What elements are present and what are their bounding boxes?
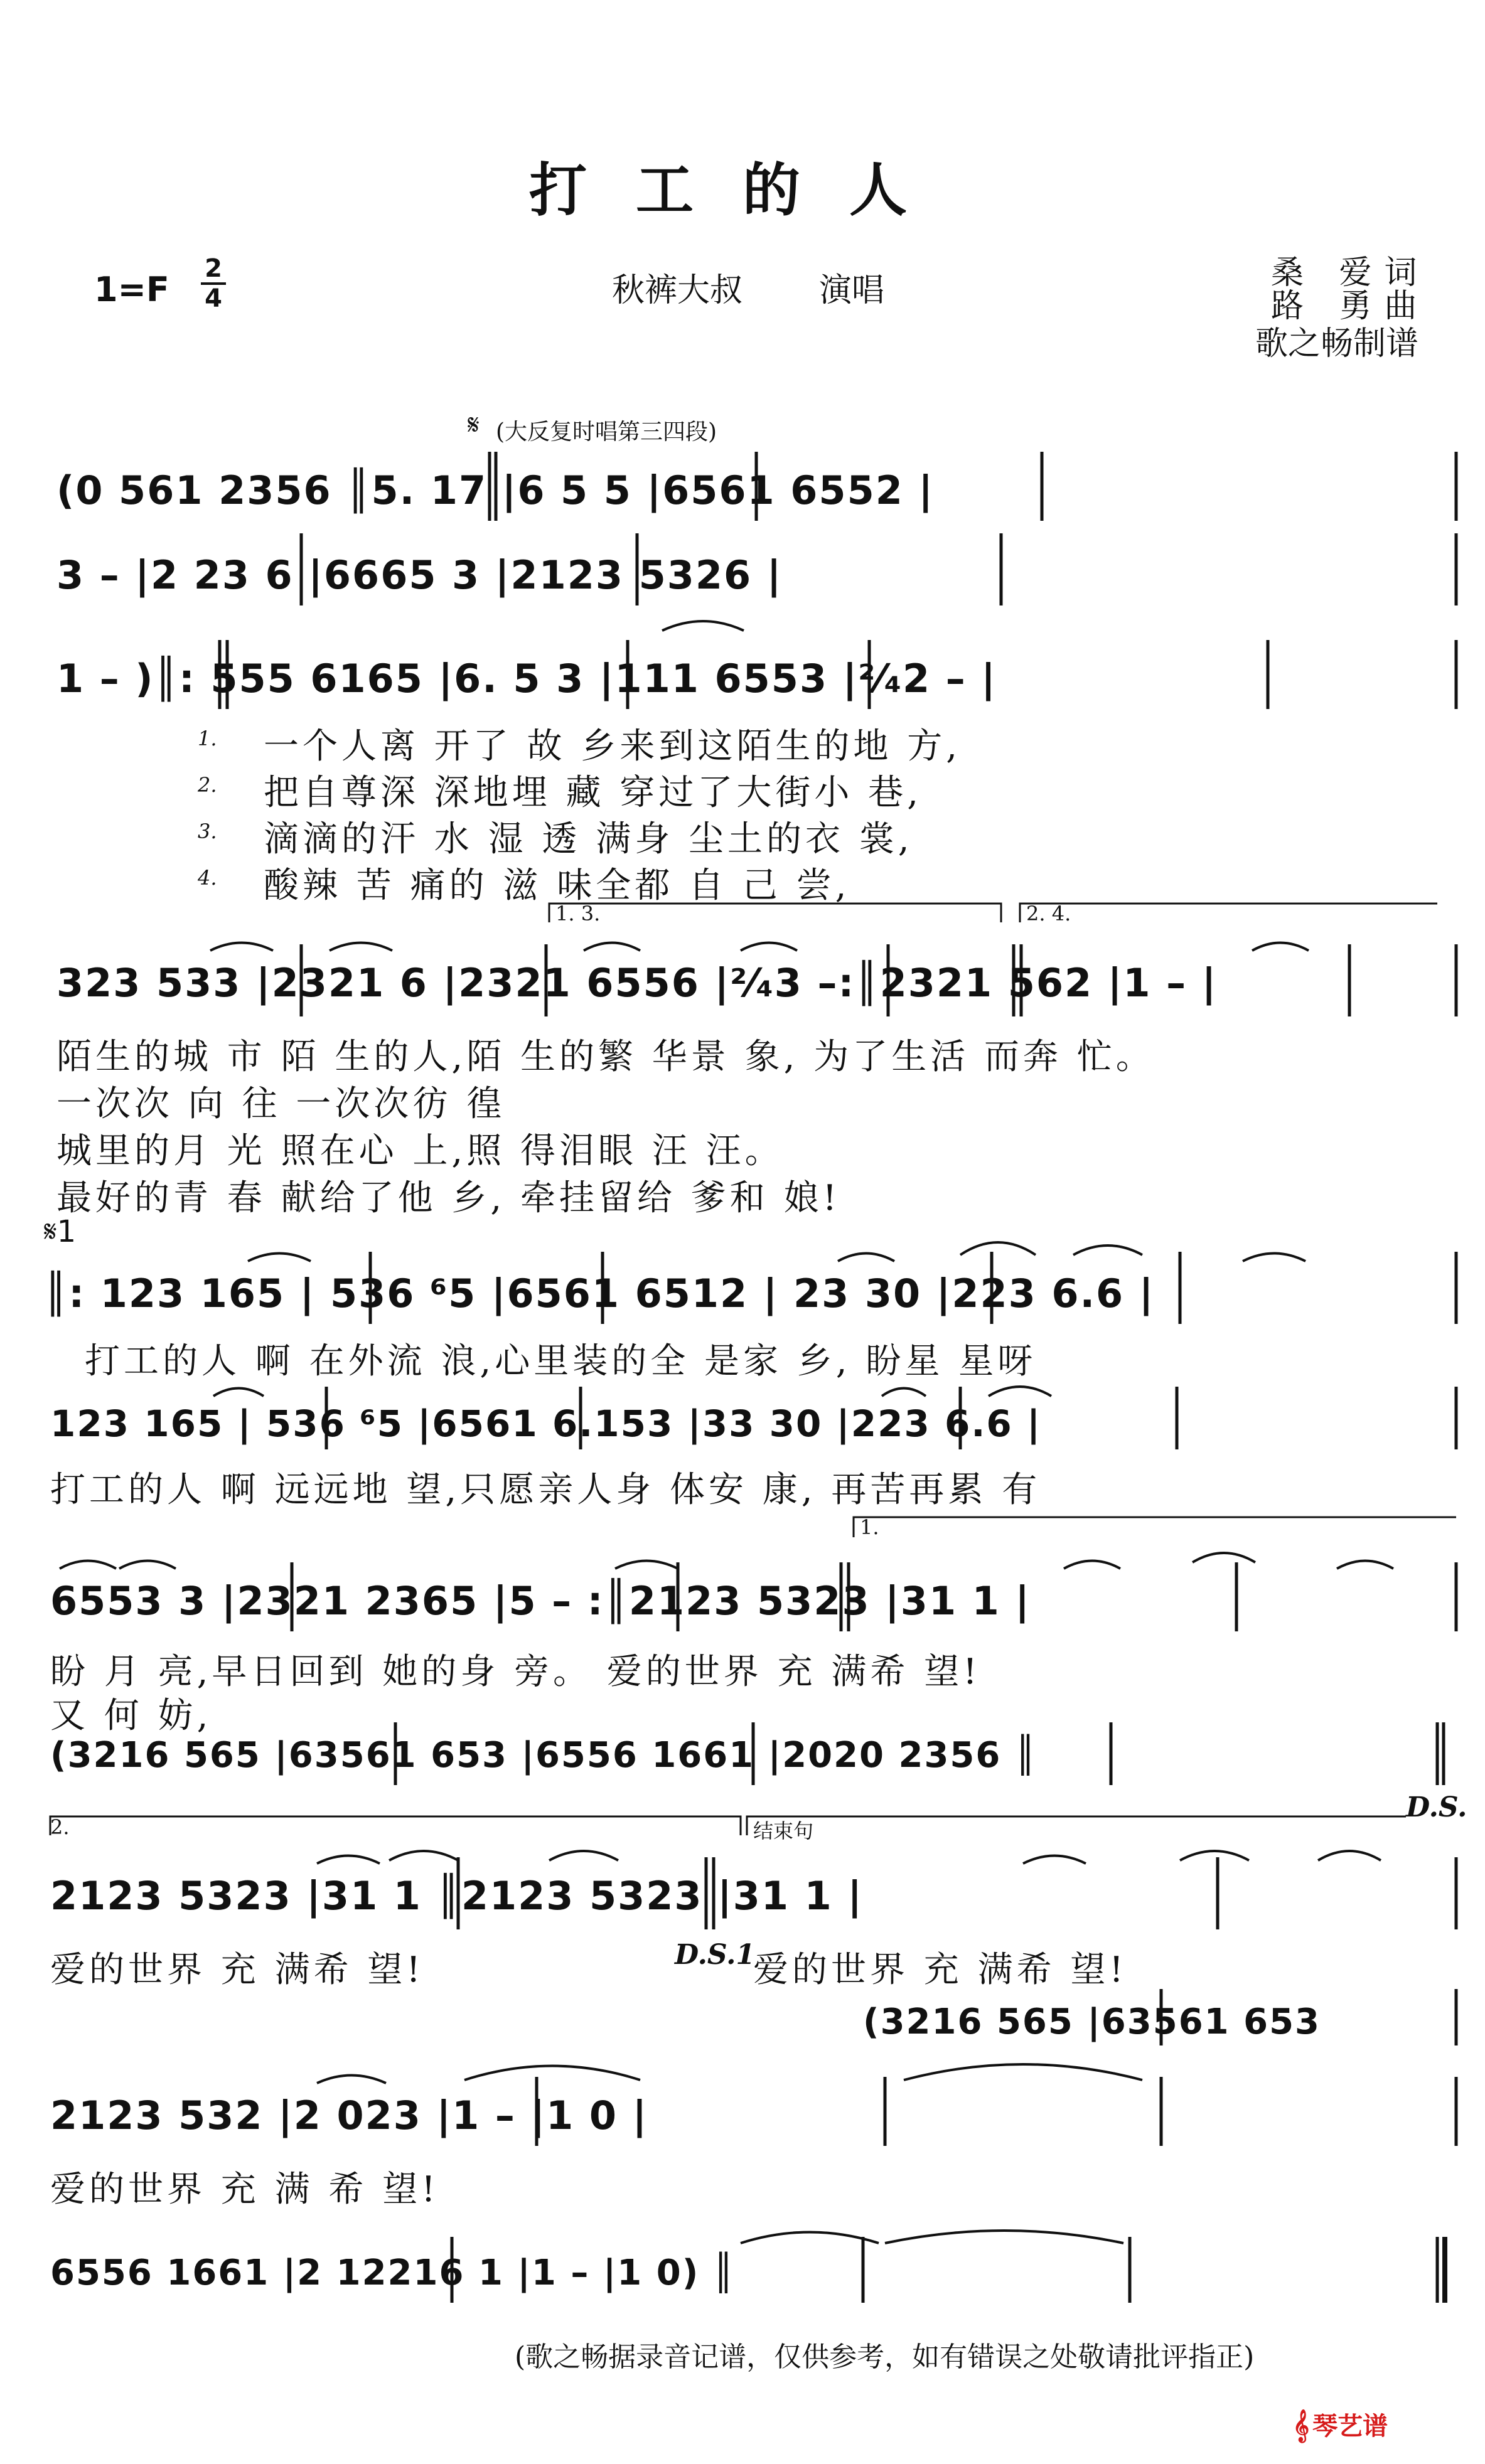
notation-row-2: 3 – |2 23 6 |6665 3 |2123 5326 | — [56, 552, 783, 598]
lyrics-line-3: 城里的月 光 照在心 上,照 得泪眼 汪 汪。 — [56, 1131, 784, 1171]
notation-row-9: 2123 5323 |31 1 ║2123 5323 |31 1 | — [50, 1873, 864, 1919]
notation-row-4: 323 533 |2321 6 |2321 6556 |²⁄₄3 –:║2321 562 |1 – | — [56, 960, 1218, 1006]
verse-number-4: 4. — [198, 866, 217, 890]
verse-2-lyrics: 把自尊深 深地埋 藏 穿过了大街小 巷, — [264, 772, 923, 813]
lyrics-line-2: 一次次 向 往 一次次彷 徨 — [56, 1084, 506, 1124]
verse-number-3: 3. — [198, 819, 217, 843]
ending-lyrics-2: 爱的世界 充 满希 望! — [753, 1949, 1127, 1990]
volta-ending-phrase: 结束句 — [753, 1819, 814, 1843]
verse-4-lyrics: 酸辣 苦 痛的 滋 味全都 自 己 尝, — [264, 865, 850, 906]
notation-row-7: 6553 3 |2321 2365 |5 – :║2123 5323 |31 1 | — [50, 1578, 1031, 1624]
performer-role: 演唱 — [819, 272, 885, 309]
verse-3-lyrics: 滴滴的汗 水 湿 透 满身 尘土的衣 裳, — [264, 819, 913, 860]
verse-number-2: 2. — [198, 773, 217, 797]
volta-first-ending: 1. — [860, 1515, 879, 1539]
notation-row-6: 123 165 | 536 ⁶5 |6561 6.153 |33 30 |223 6.6 | — [50, 1402, 1042, 1445]
key-signature: 1=F — [94, 270, 169, 309]
segno-icon: 𝄋 — [468, 409, 480, 441]
notation-row-1: (0 561 2356 ║5. 17 |6 5 5 |6561 6552 | — [56, 467, 935, 513]
volta-second-ending: 2. — [50, 1815, 70, 1839]
brand-logo-icon: 𝄞 — [1293, 2409, 1310, 2441]
song-title: 打工的人 — [528, 156, 956, 224]
time-signature-bottom: 4 — [205, 284, 222, 313]
ds1-marker: D.S.1 — [675, 1939, 756, 1971]
footer-disclaimer: (歌之畅据录音记谱，仅供参考，如有错误之处敬请批评指正) — [515, 2341, 1255, 2373]
segno-note: (大反复时唱第三四段) — [496, 419, 717, 445]
volta-1-3: 1. 3. — [555, 902, 601, 925]
chorus-lyrics-2: 打工的人 啊 远远地 望,只愿亲人身 体安 康, 再苦再累 有 — [50, 1469, 1041, 1510]
notation-row-10: (3216 565 |63561 653 — [863, 2002, 1321, 2042]
notation-row-3: 1 – )║: 555 6165 |6. 5 3 |111 6553 |²⁄₄2 – | — [56, 656, 997, 701]
lyricist-credit: 桑 爱词 — [1271, 254, 1430, 292]
ds-marker: D.S. — [1406, 1791, 1467, 1823]
chorus-lyrics-1: 打工的人 啊 在外流 浪,心里装的全 是家 乡, 盼星 星呀 — [85, 1341, 1037, 1382]
notation-row-11: 2123 532 |2 023 |1 – |1 0 | — [50, 2093, 648, 2138]
ending-lyrics-3: 爱的世界 充 满 希 望! — [50, 2169, 439, 2210]
notation-row-5: ║: 123 165 | 536 ⁶5 |6561 6512 | 23 30 |223 6.6 | — [44, 1271, 1155, 1316]
performer: 秋裤大叔 — [612, 272, 743, 309]
composer-credit: 路 勇曲 — [1271, 287, 1430, 325]
brand-name: 琴艺谱 — [1312, 2412, 1388, 2441]
notation-row-8: (3216 565 |63561 653 |6556 1661 |2020 2356 ║ — [50, 1735, 1037, 1776]
ending-lyrics-1: 爱的世界 充 满希 望! — [50, 1949, 424, 1990]
lyrics-line-1: 陌生的城 市 陌 生的人,陌 生的繁 华景 象, 为了生活 而奔 忙。 — [56, 1037, 1155, 1077]
verse-1-lyrics: 一个人离 开了 故 乡来到这陌生的地 方, — [264, 726, 962, 767]
verse-number-1: 1. — [198, 727, 217, 750]
segno-1-icon: 𝄋1 — [44, 1214, 77, 1249]
volta-2-4: 2. 4. — [1026, 902, 1071, 925]
notation-row-12: 6556 1661 |2 12216 1 |1 – |1 0) ║ — [50, 2253, 736, 2293]
chorus-lyrics-3: 盼 月 亮,早日回到 她的身 旁。 爱的世界 充 满希 望! — [50, 1651, 981, 1692]
chorus-lyrics-3b: 又 何 妨, — [50, 1695, 212, 1736]
time-signature-top: 2 — [205, 254, 222, 283]
lyrics-line-4: 最好的青 春 献给了他 乡, 牵挂留给 爹和 娘! — [56, 1178, 841, 1219]
transcriber-credit: 歌之畅制谱 — [1255, 325, 1419, 363]
